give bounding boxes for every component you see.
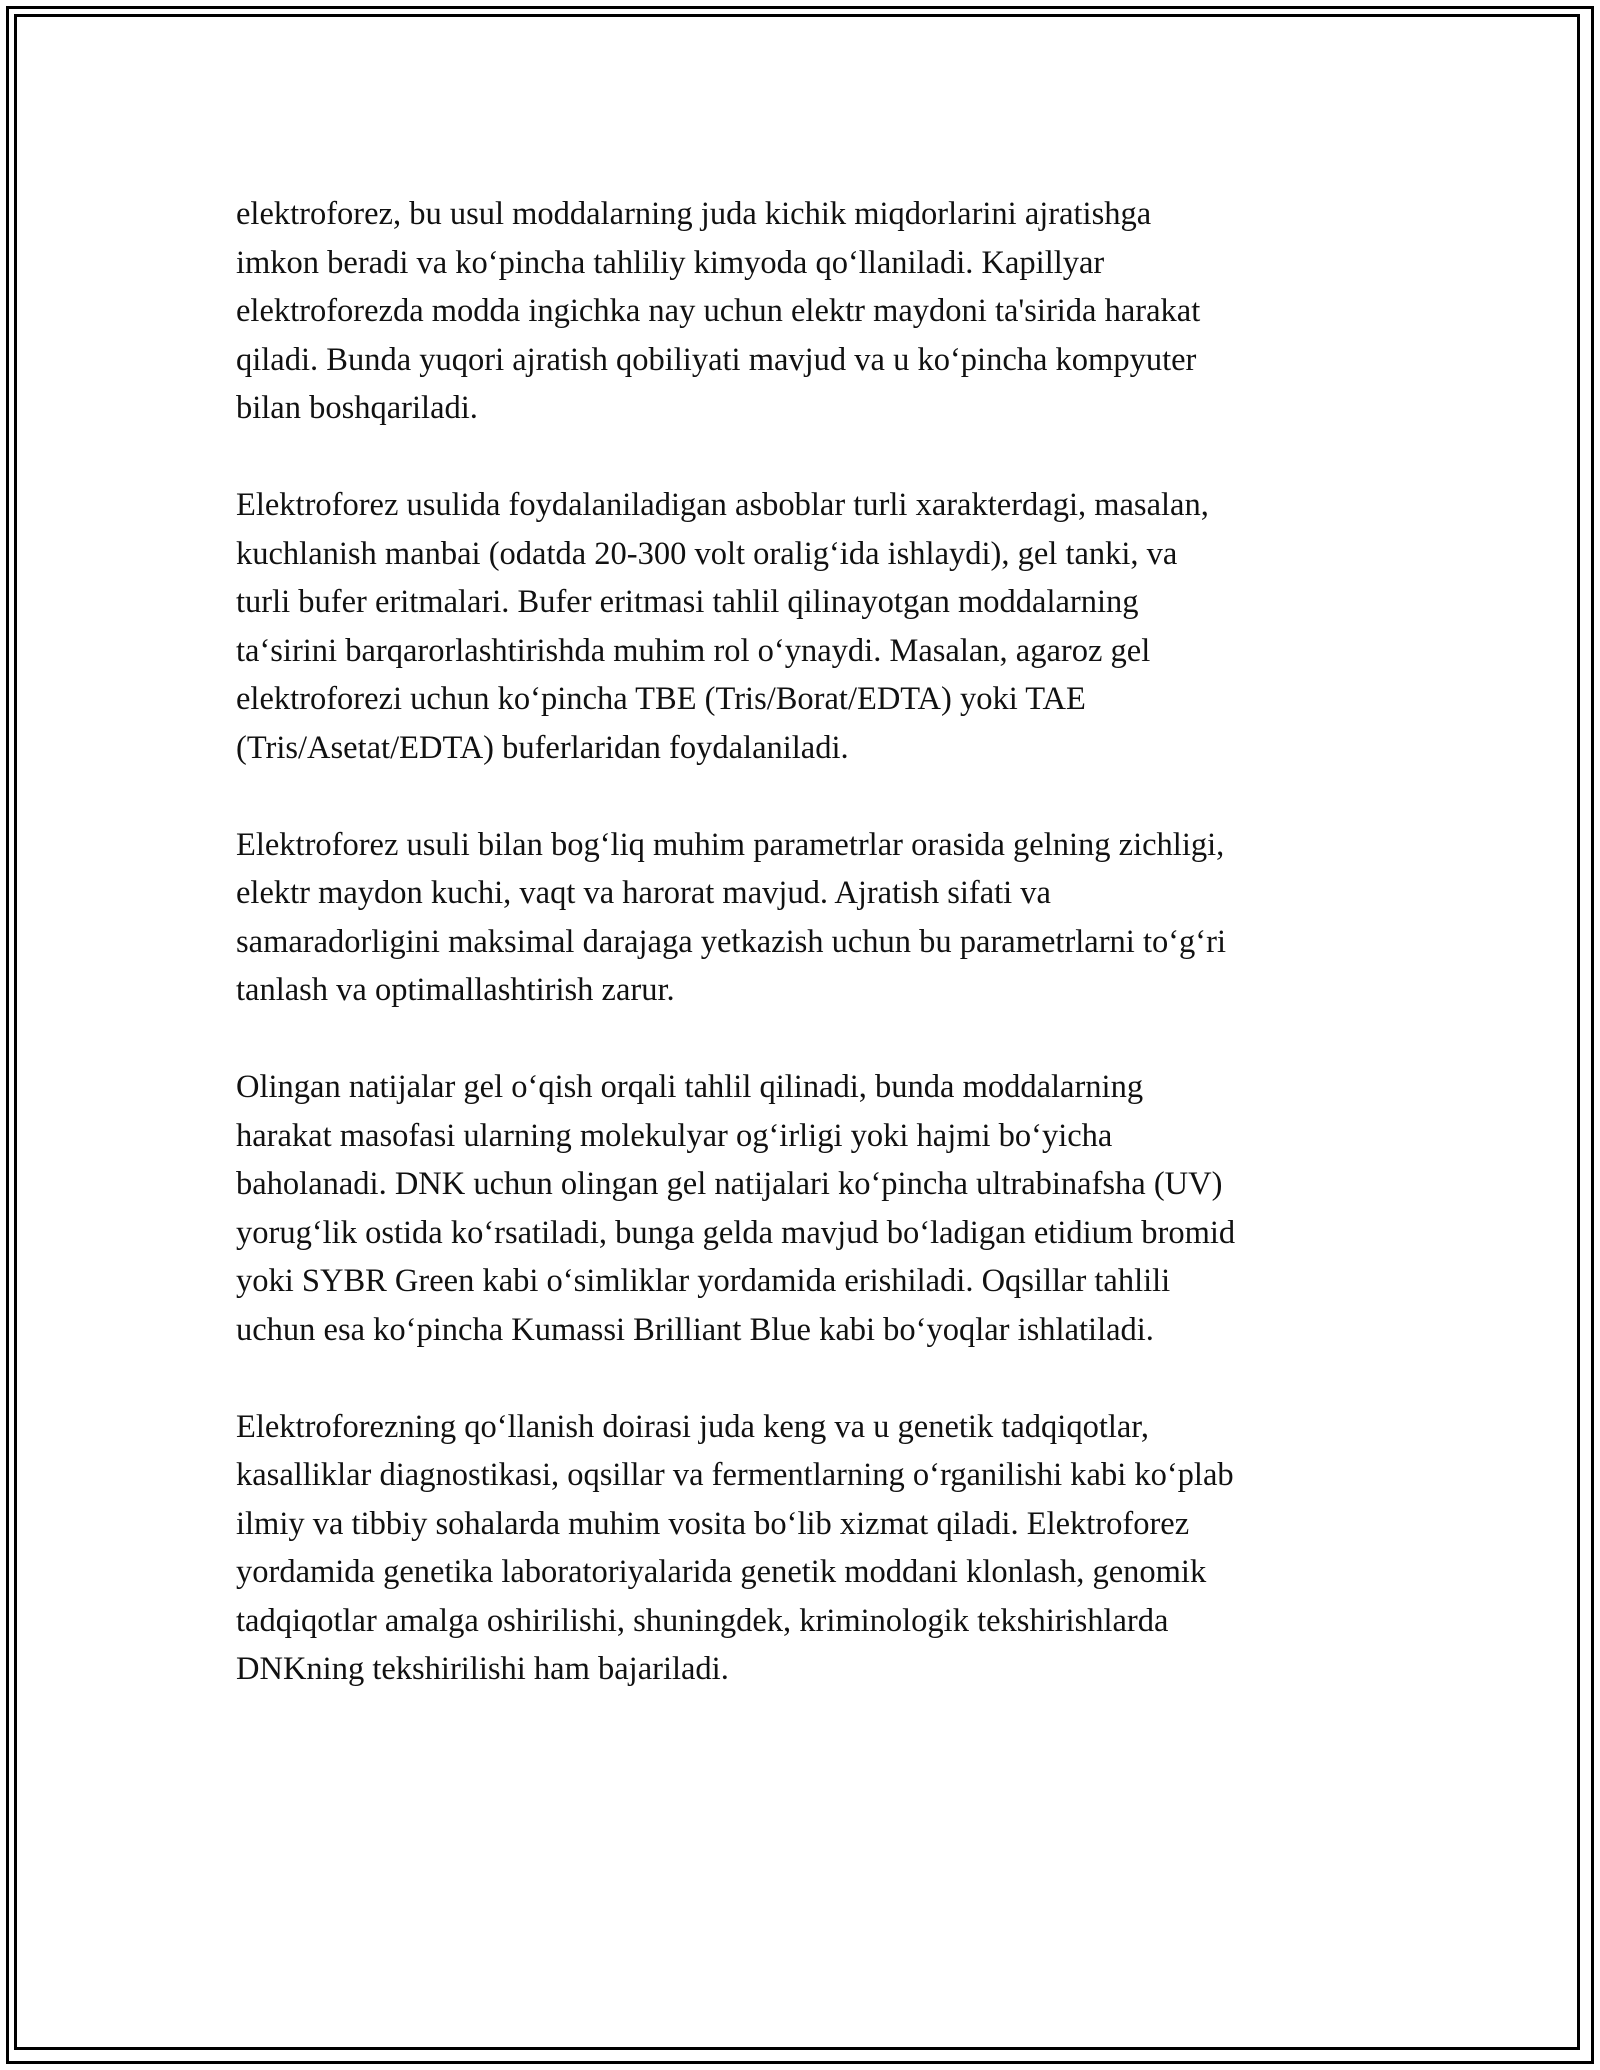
text-line: uchun esa ko‘pincha Kumassi Brilliant Blue kabi bo‘yoqlar ishlatiladi. <box>236 1311 1154 1348</box>
text-line: yorug‘lik ostida ko‘rsatiladi, bunga gelda mavjud bo‘ladigan etidium bromid <box>236 1214 1236 1251</box>
text-line: turli bufer eritmalari. Bufer eritmasi tahlil qilinayotgan moddalarning <box>236 584 1139 620</box>
text-line: Olingan natijalar gel o‘qish orqali tahlil qilinadi, bunda moddalarning <box>236 1069 1144 1105</box>
document-body <box>236 190 1371 1742</box>
paragraph-1 <box>236 190 1371 433</box>
text-line: ta‘sirini barqarorlashtirishda muhim rol o‘ynaydi. Masalan, agaroz gel <box>236 632 1151 669</box>
text-line: Elektroforez usulida foydalaniladigan asboblar turli xarakterdagi, masalan, <box>236 487 1209 523</box>
text-line: elektroforezi uchun ko‘pincha TBE (Tris/Borat/EDTA) yoki TAE <box>236 681 1086 717</box>
text-line: DNKning tekshirilishi ham bajariladi. <box>236 1651 729 1687</box>
text-line: bilan boshqariladi. <box>236 390 478 426</box>
text-line: imkon beradi va ko‘pincha tahliliy kimyoda qo‘llaniladi. Kapillyar <box>236 244 1105 281</box>
text-line: harakat masofasi ularning molekulyar og‘irligi yoki hajmi bo‘yicha <box>236 1117 1113 1154</box>
text-line: elektr maydon kuchi, vaqt va harorat mavjud. Ajratish sifati va <box>236 875 1051 911</box>
text-line: yordamida genetika laboratoriyalarida genetik moddani klonlash, genomik <box>236 1554 1207 1590</box>
text-line: qiladi. Bunda yuqori ajratish qobiliyati mavjud va u ko‘pincha kompyuter <box>236 341 1197 378</box>
text-line: Elektroforez usuli bilan bog‘liq muhim parametrlar orasida gelning zichligi, <box>236 826 1225 863</box>
text-line: baholanadi. DNK uchun olingan gel natijalari ko‘pincha ultrabinafsha (UV) <box>236 1166 1223 1202</box>
text-line: kuchlanish manbai (odatda 20-300 volt oralig‘ida ishlaydi), gel tanki, va <box>236 535 1178 572</box>
text-line: elektroforez, bu usul moddalarning juda kichik miqdorlarini ajratishga <box>236 196 1152 232</box>
paragraph-3 <box>236 821 1371 1015</box>
text-line: Elektroforezning qo‘llanish doirasi juda keng va u genetik tadqiqotlar, <box>236 1408 1149 1445</box>
paragraph-4 <box>236 1063 1371 1354</box>
text-line: elektroforezda modda ingichka nay uchun elektr maydoni ta'sirida harakat <box>236 293 1201 329</box>
text-line: samaradorligini maksimal darajaga yetkazish uchun bu parametrlarni to‘g‘ri <box>236 923 1226 960</box>
text-line: tadqiqotlar amalga oshirilishi, shuningdek, kriminologik tekshirishlarda <box>236 1602 1169 1639</box>
text-line: tanlash va optimallashtirish zarur. <box>236 972 675 1008</box>
paragraph-5 <box>236 1403 1371 1694</box>
text-line: yoki SYBR Green kabi o‘simliklar yordamida erishiladi. Oqsillar tahlili <box>236 1263 1171 1299</box>
paragraph-2 <box>236 481 1371 772</box>
text-line: ilmiy va tibbiy sohalarda muhim vosita bo‘lib xizmat qiladi. Elektroforez <box>236 1505 1190 1542</box>
text-line: kasalliklar diagnostikasi, oqsillar va fermentlarning o‘rganilishi kabi ko‘plab <box>236 1457 1234 1493</box>
text-line: (Tris/Asetat/EDTA) buferlaridan foydalaniladi. <box>236 729 849 766</box>
